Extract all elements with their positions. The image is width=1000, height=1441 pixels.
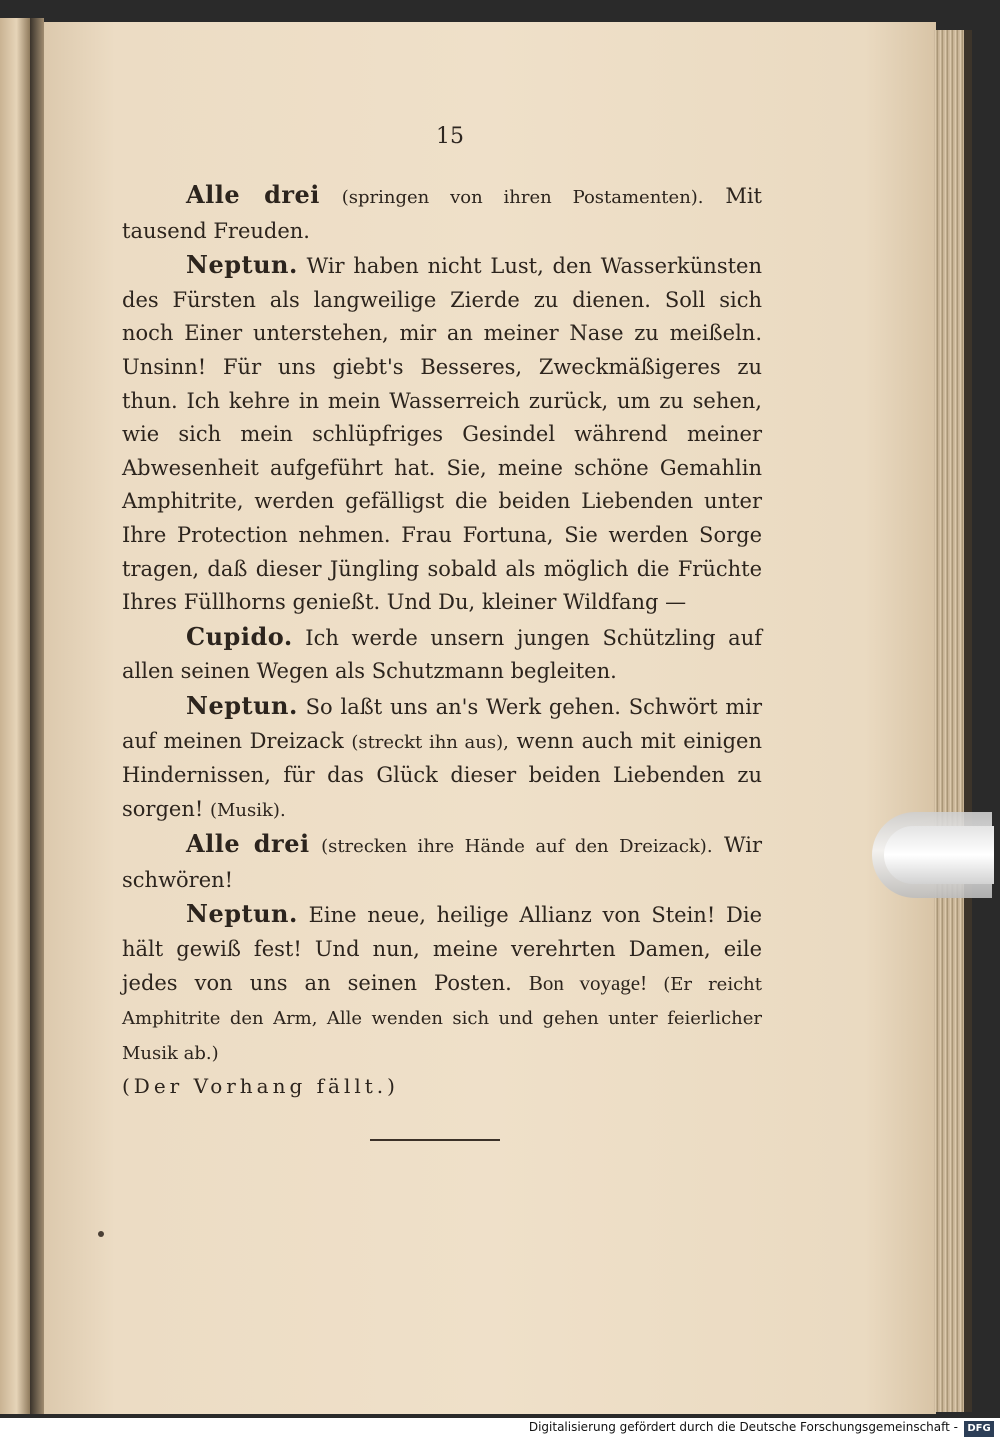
- footer-credit: Digitalisierung gefördert durch die Deutsche Forschungsgemeinschaft -: [528, 1420, 958, 1434]
- paragraph-1: [122, 178, 762, 248]
- dialogue-text: wenn auch mit einigen Hindernissen, für das Glück dieser beiden Liebenden zu sorgen!: [122, 728, 762, 821]
- dialogue-text: Wir haben nicht Lust, den Wasserkünsten des Fürsten als langweilige Zierde zu dienen. Soll sich noch Einer unterstehen, mir an meiner Nase zu meißeln. Unsinn! Für uns giebt's Besseres, Zweckmäßigeres zu thun. Ich kehre in mein Wasserreich zurück, um zu sehen, wie sich mein schlüpfriges Gesindel während meiner Abwesenheit aufgeführt hat. Sie, meine schöne Gemahlin Amphitrite, werden gefälligst die beiden Liebenden unter Ihre Protection nehmen. Frau Fortuna, Sie werden Sorge tragen, daß dieser Jüngling sobald als möglich die Früchte Ihres Füllhorns genießt. Und Du, kleiner Wildfang —: [122, 254, 762, 615]
- paragraph-4: [122, 689, 762, 827]
- dialogue-text: Wir schwören!: [122, 833, 762, 892]
- page-text: [122, 178, 762, 1104]
- footer-bar: [0, 1418, 1000, 1441]
- page-number: 15: [436, 124, 464, 149]
- paragraph-6: [122, 897, 762, 1070]
- dfg-logo: DFG: [964, 1421, 994, 1437]
- dialogue-text: Eine neue, heilige Allianz von Stein! Die hält gewiß fest! Und nun, meine verehrten Damen, eile jedes von uns an seinen Posten.: [122, 903, 762, 995]
- paragraph-5: [122, 827, 762, 897]
- speaker-name: Neptun.: [186, 690, 298, 720]
- stage-direction: (strecken ihre Hände auf den Dreizack).: [321, 836, 713, 858]
- stage-direction: (streckt ihn aus),: [351, 731, 509, 753]
- dialogue-text: Ich werde unsern jungen Schützling auf allen seinen Wegen als Schutzmann begleiten.: [122, 625, 762, 684]
- stage-direction: (springen von ihren Postamenten).: [341, 187, 704, 208]
- latin-phrase: Bon voyage!: [528, 970, 648, 995]
- page-edges: [934, 30, 964, 1412]
- speaker-name: Alle drei: [186, 180, 320, 209]
- speaker-name: Alle drei: [186, 829, 310, 859]
- paragraph-2: [122, 248, 762, 620]
- end-rule: [370, 1139, 500, 1141]
- speaker-name: Cupido.: [186, 621, 293, 651]
- paragraph-3: [122, 620, 762, 689]
- stage-direction: (Musik).: [209, 799, 286, 821]
- dialogue-text: Mit tausend Freuden.: [122, 184, 762, 243]
- page-clip-highlight: [884, 826, 994, 884]
- dialogue-text: So laßt uns an's Werk gehen. Schwört mir auf meinen Dreizack: [122, 694, 762, 753]
- book-gutter: [30, 18, 44, 1414]
- speaker-name: Neptun.: [186, 899, 298, 929]
- ink-spot: [98, 1231, 104, 1237]
- speaker-name: Neptun.: [186, 250, 298, 280]
- curtain-direction: (Der Vorhang fällt.): [122, 1074, 399, 1099]
- left-page-edge: [0, 18, 30, 1414]
- cover-edge: [964, 30, 972, 1412]
- stage-direction: (Er reicht Amphitrite den Arm, Alle wenden sich und gehen unter feierlicher Musik ab.): [122, 973, 762, 1064]
